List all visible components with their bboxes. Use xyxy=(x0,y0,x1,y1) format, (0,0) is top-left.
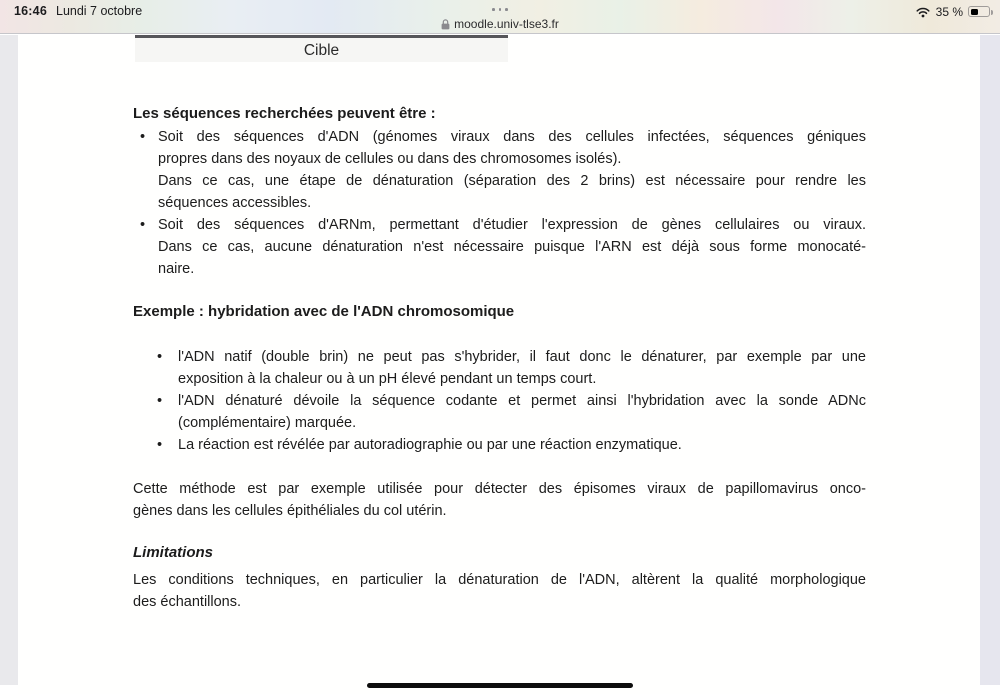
viewer-margin-left xyxy=(0,35,18,685)
text-line: l'ADN dénaturé dévoile la séquence codante et permet ainsi l'hybridation avec la sonde ADNc xyxy=(178,393,866,409)
status-and-url-bar xyxy=(0,0,1000,34)
viewer-margin-right xyxy=(980,35,1000,685)
pdf-page xyxy=(18,35,980,694)
text-line: exposition à la chaleur ou à un pH élevé pendant un temps court. xyxy=(178,371,597,387)
text-line: Cette méthode est par exemple utilisée pour détecter des épisomes viraux de papillomavirus onco- xyxy=(133,481,866,497)
limitations-heading: Limitations xyxy=(133,544,214,561)
url-bar[interactable] xyxy=(0,16,1000,32)
bullet-item-reaction xyxy=(178,434,866,456)
section-heading-sequences: Les séquences recherchées peuvent être : xyxy=(133,105,436,122)
status-icons xyxy=(915,4,990,19)
bullet-item-adn-natif xyxy=(178,346,866,390)
lock-icon xyxy=(441,19,450,30)
text-line: Dans ce cas, aucune dénaturation n'est nécessaire puisque l'ARN est déjà sous forme monocaté- xyxy=(158,239,866,255)
figure-cropped xyxy=(135,35,508,62)
text-line: (complémentaire) marquée. xyxy=(178,415,357,431)
text-line: séquences accessibles. xyxy=(158,195,312,211)
date-label: Lundi 7 octobre xyxy=(56,4,143,18)
text-line: Soit des séquences d'ARNm, permettant d'étudier l'expression de gènes cellulaires ou viraux. xyxy=(158,217,866,233)
bullet-marker: • xyxy=(157,437,163,453)
paragraph-methode xyxy=(133,478,866,522)
url-text: moodle.univ-tlse3.fr xyxy=(454,17,559,31)
text-line: Les conditions techniques, en particulier la dénaturation de l'ADN, altèrent la qualité morphologique xyxy=(133,572,866,588)
bullet-item-adn-denature xyxy=(178,390,866,434)
bullet-marker: • xyxy=(157,349,163,365)
bullet-marker: • xyxy=(157,393,163,409)
battery-fill xyxy=(971,9,978,15)
battery-icon xyxy=(968,6,990,17)
text-line: l'ADN natif (double brin) ne peut pas s'hybrider, il faut donc le dénaturer, par exemple par une xyxy=(178,349,866,365)
text-line: Dans ce cas, une étape de dénaturation (séparation des 2 brins) est nécessaire pour rendre les xyxy=(158,173,866,189)
bullet-marker: • xyxy=(140,217,146,233)
bullet-item-adn xyxy=(158,126,866,214)
clock: 16:46 xyxy=(14,4,47,18)
bullet-marker: • xyxy=(140,129,146,145)
wifi-icon xyxy=(915,6,931,18)
section-heading-exemple: Exemple : hybridation avec de l'ADN chromosomique xyxy=(133,303,515,320)
paragraph-limitations xyxy=(133,569,866,613)
text-line: propres dans des noyaux de cellules ou dans des chromosomes isolés). xyxy=(158,151,622,167)
text-line: Soit des séquences d'ADN (génomes viraux dans des cellules infectées, séquences géniques xyxy=(158,129,866,145)
home-indicator[interactable] xyxy=(367,683,633,688)
text-line: des échantillons. xyxy=(133,594,242,610)
text-line: La réaction est révélée par autoradiographie ou par une réaction enzymatique. xyxy=(178,437,682,453)
text-line: gènes dans les cellules épithéliales du col utérin. xyxy=(133,503,447,519)
bullet-item-arnm xyxy=(158,214,866,280)
multitask-dots-icon[interactable] xyxy=(492,8,508,11)
document-viewer[interactable] xyxy=(0,35,1000,694)
text-line: naire. xyxy=(158,261,195,277)
figure-caption: Cible xyxy=(303,42,340,59)
battery-percent: 35 % xyxy=(935,4,963,19)
